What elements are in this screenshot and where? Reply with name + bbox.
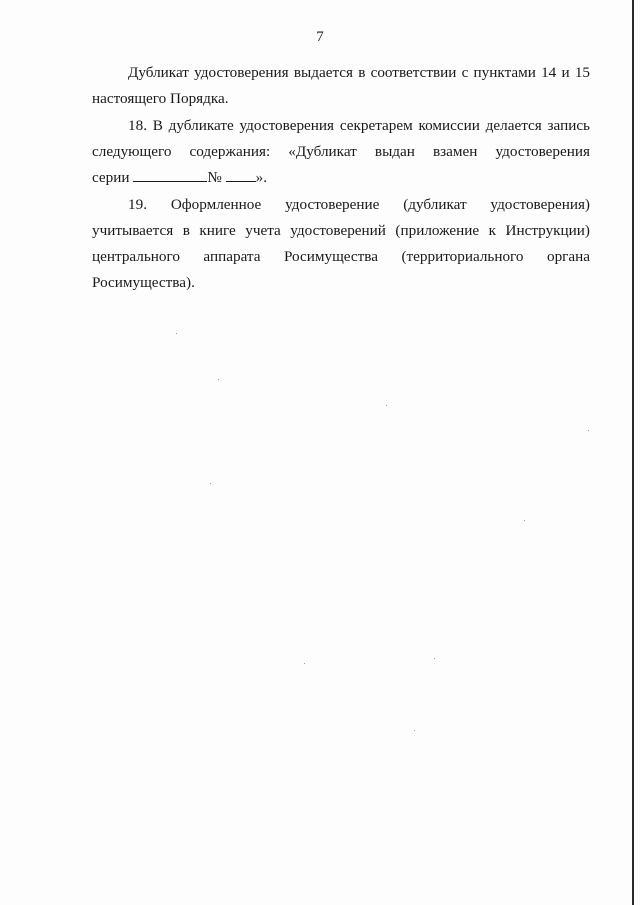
scan-speck — [524, 520, 525, 521]
scan-speck — [176, 333, 177, 334]
series-label: серии — [92, 169, 130, 186]
scan-speck — [218, 379, 219, 380]
paragraph-18-text: 18. В дубликате удостоверения секретарем комиссии делается запись следующего содержания: «Дубликат выдан взамен удостоверения — [92, 117, 590, 160]
paragraph-line: Дубликат удостоверения выдается в соответствии с пунктами 14 и 15 — [128, 64, 590, 81]
scan-speck — [304, 663, 305, 664]
paragraph-18-series-line — [92, 165, 590, 191]
paragraph-18 — [92, 113, 590, 191]
scan-speck — [588, 430, 589, 431]
number-sign: № — [207, 169, 222, 186]
page-number: 7 — [316, 29, 324, 45]
paragraph-19-text: 19. Оформленное удостоверение (дубликат удостоверения) учитывается в книге учета удостоверений (приложение к Инструкции) центрального аппарата Росимущества (территориального органа Росимущества). — [92, 196, 590, 291]
paragraph-duplicate-issue — [92, 60, 590, 112]
scan-speck — [434, 658, 435, 659]
scan-speck — [210, 483, 211, 484]
scan-speck — [386, 405, 387, 406]
series-blank — [133, 167, 207, 182]
paragraph-19 — [92, 192, 590, 296]
paragraph-line: настоящего Порядка. — [92, 90, 229, 107]
closing-quote: ». — [255, 169, 268, 186]
scan-speck — [414, 730, 415, 731]
scan-edge — [632, 0, 634, 905]
number-blank — [226, 167, 256, 182]
